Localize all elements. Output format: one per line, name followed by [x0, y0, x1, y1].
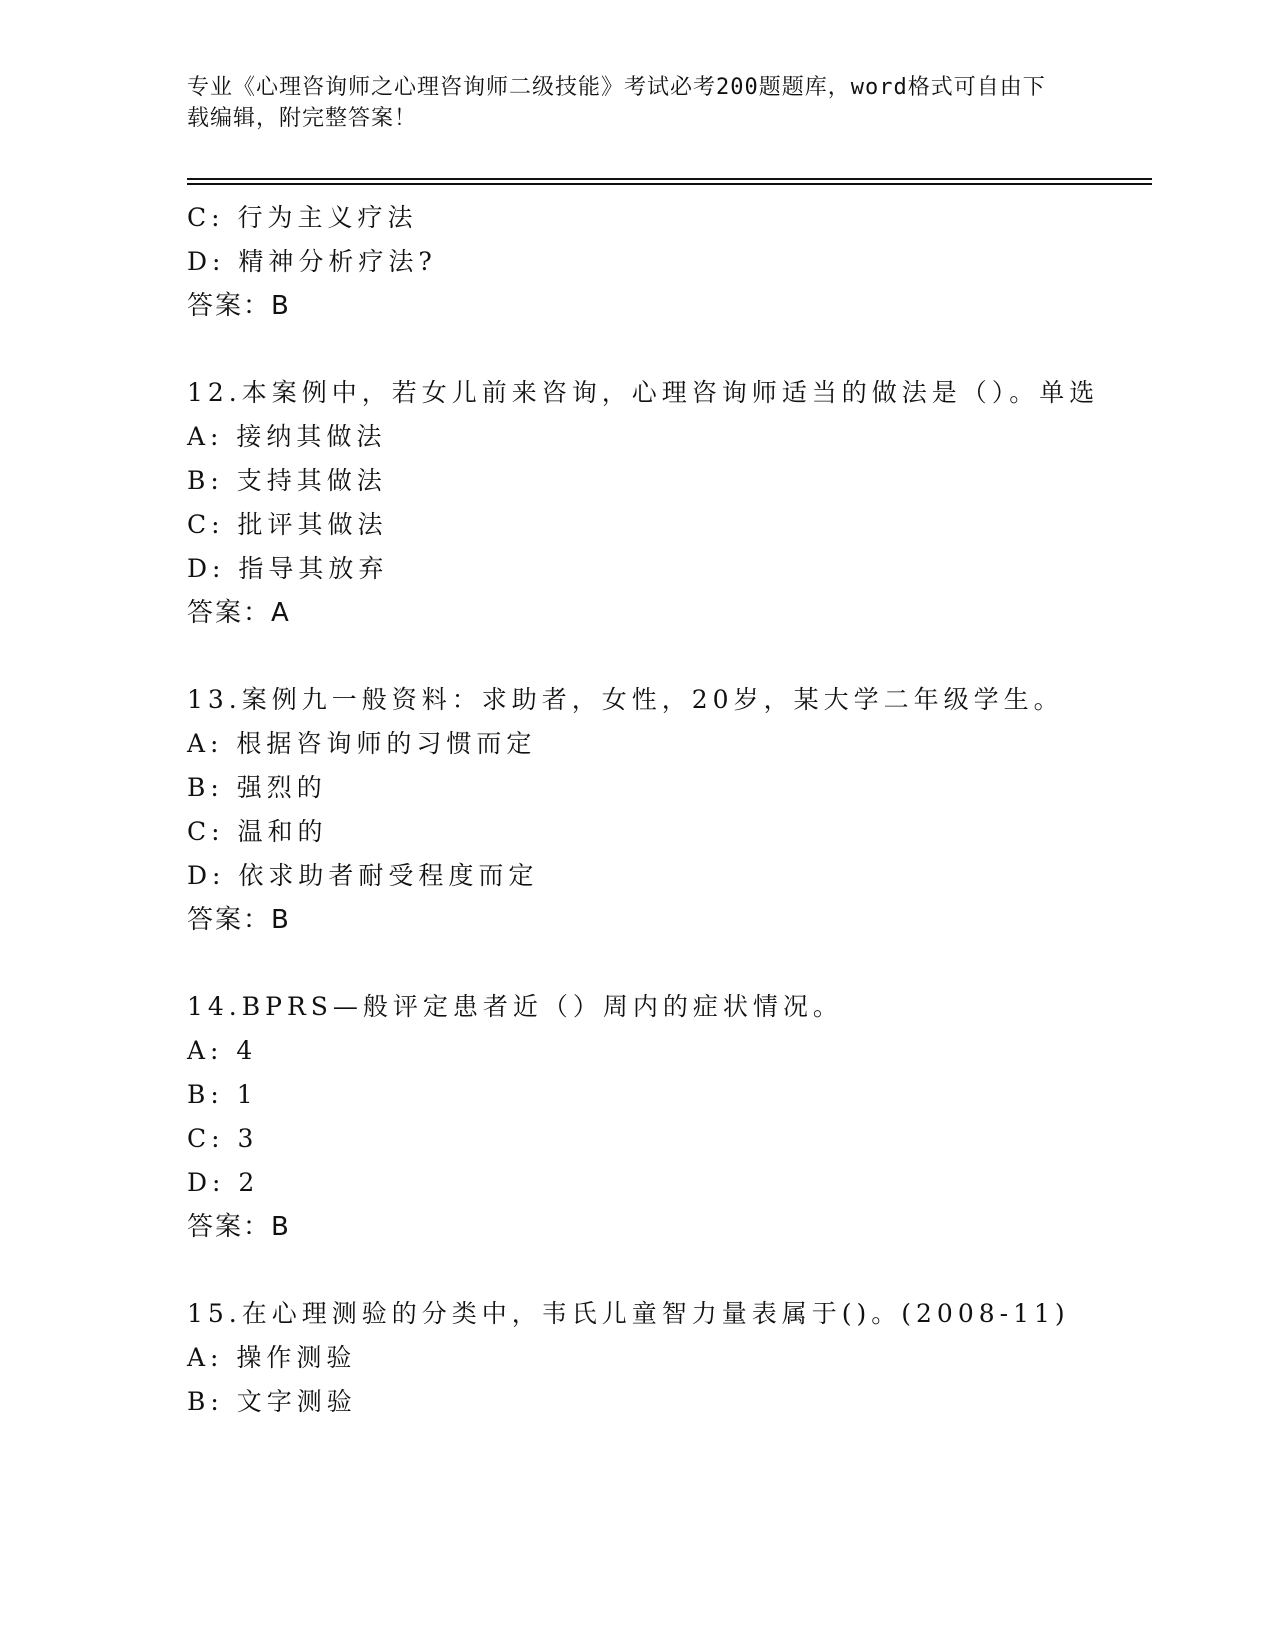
q11-answer: 答案：B: [187, 291, 291, 321]
q14-stem: 14.BPRS—般评定患者近（）周内的症状情况。: [187, 992, 843, 1021]
q13-option-d: D: 依求助者耐受程度而定: [187, 861, 539, 890]
q13-option-a: A: 根据咨询师的习惯而定: [187, 729, 537, 758]
q14-answer: 答案：B: [187, 1212, 291, 1242]
q11-option-d: D: 精神分析疗法?: [187, 247, 437, 276]
q12-option-d: D: 指导其放弃: [187, 554, 389, 583]
q12-stem: 12.本案例中，若女儿前来咨询，心理咨询师适当的做法是（）。单选: [187, 378, 1100, 407]
q13-option-c: C: 温和的: [187, 817, 328, 846]
q14-option-c: C: 3: [187, 1124, 259, 1153]
q14-option-b: B: 1: [187, 1080, 258, 1109]
q12-option-b: B: 支持其做法: [187, 466, 387, 495]
q12-option-c: C: 批评其做法: [187, 510, 388, 539]
q11-option-c: C: 行为主义疗法: [187, 203, 418, 232]
q13-option-b: B: 强烈的: [187, 773, 327, 802]
header-divider-top: [187, 178, 1152, 180]
q14-option-d: D: 2: [187, 1168, 260, 1197]
q13-answer: 答案：B: [187, 905, 291, 935]
document-header: 专业《心理咨询师之心理咨询师二级技能》考试必考200题题库，word格式可自由下载编辑，附完整答案！: [187, 75, 1046, 131]
q15-option-a: A: 操作测验: [187, 1343, 357, 1372]
header-divider-bottom: [187, 183, 1152, 185]
q15-stem: 15.在心理测验的分类中，韦氏儿童智力量表属于()。(2008-11): [187, 1299, 1070, 1328]
q15-option-b: B: 文字测验: [187, 1387, 357, 1416]
q14-option-a: A: 4: [187, 1036, 258, 1065]
q12-option-a: A: 接纳其做法: [187, 422, 387, 451]
q12-answer: 答案：A: [187, 598, 291, 628]
q13-stem: 13.案例九一般资料：求助者，女性，20岁，某大学二年级学生。: [187, 685, 1064, 714]
